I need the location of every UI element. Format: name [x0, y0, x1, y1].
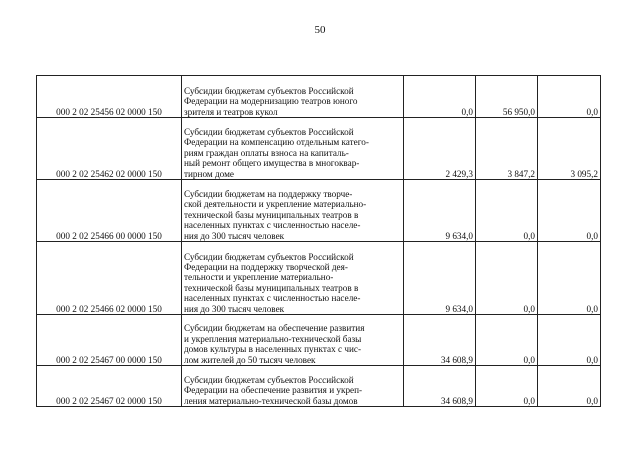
description-line: Федерации на обеспечение развития и укреп- [184, 385, 363, 396]
description-line: лом жителей до 50 тысяч человек [184, 354, 316, 365]
amount-cell-1: 2 429,3 [404, 118, 476, 180]
table-body [37, 76, 601, 407]
table-row [37, 366, 601, 407]
description-line: тирном доме [184, 168, 234, 179]
description-line: ный ремонт общего имущества в многоквар- [184, 158, 360, 169]
description-cell [182, 76, 404, 118]
table-row [37, 118, 601, 180]
amount-cell-2: 0,0 [476, 180, 538, 242]
description-line: населенных пунктах с численностью населе- [184, 293, 361, 304]
budget-code-cell: 000 2 02 25467 02 0000 150 [37, 366, 182, 407]
table-row [37, 315, 601, 366]
description-line: Субсидии бюджетам на обеспечение развития [184, 323, 365, 334]
amount-cell-3: 3 095,2 [538, 118, 601, 180]
budget-revenue-table [36, 75, 601, 407]
amount-cell-2: 0,0 [476, 366, 538, 407]
description-cell [182, 118, 404, 180]
amount-cell-1: 9 634,0 [404, 180, 476, 242]
amount-cell-2: 0,0 [476, 315, 538, 366]
amount-cell-2: 56 950,0 [476, 76, 538, 118]
budget-code-cell: 000 2 02 25466 00 0000 150 [37, 180, 182, 242]
description-line: зрителя и театров кукол [184, 106, 278, 117]
amount-cell-1: 34 608,9 [404, 366, 476, 407]
page-number: 50 [314, 24, 326, 36]
amount-cell-1: 9 634,0 [404, 242, 476, 315]
budget-code-cell: 000 2 02 25462 02 0000 150 [37, 118, 182, 180]
description-line: ния до 300 тысяч человек [184, 230, 285, 241]
description-line: Федерации на компенсацию отдельным катего- [184, 137, 369, 148]
description-line: технической базы муниципальных театров в [184, 282, 359, 293]
description-line: Субсидии бюджетам субъектов Российской [184, 374, 354, 385]
description-line: технической базы муниципальных театров в [184, 209, 359, 220]
description-line: населенных пунктах с численностью населе- [184, 220, 361, 231]
description-line: и укрепления материально-технической базы [184, 333, 362, 344]
description-line: Федерации на модернизацию театров юного [184, 96, 358, 107]
description-line: Федерации на поддержку творческой дея- [184, 261, 348, 272]
description-line: ления материально-технической базы домов [184, 395, 358, 406]
description-line: Субсидии бюджетам субъектов Российской [184, 251, 354, 262]
amount-cell-2: 3 847,2 [476, 118, 538, 180]
description-line: риям граждан оплаты взноса на капиталь- [184, 147, 349, 158]
amount-cell-1: 0,0 [404, 76, 476, 118]
description-line: домов культуры в населенных пунктах с чис- [184, 344, 362, 355]
budget-code-cell: 000 2 02 25466 02 0000 150 [37, 242, 182, 315]
budget-code-cell: 000 2 02 25456 02 0000 150 [37, 76, 182, 118]
description-cell [182, 315, 404, 366]
amount-cell-1: 34 608,9 [404, 315, 476, 366]
description-line: Субсидии бюджетам субъектов Российской [184, 85, 354, 96]
description-cell [182, 180, 404, 242]
description-line: Субсидии бюджетам субъектов Российской [184, 126, 354, 137]
description-cell [182, 242, 404, 315]
amount-cell-3: 0,0 [538, 180, 601, 242]
budget-code-cell: 000 2 02 25467 00 0000 150 [37, 315, 182, 366]
description-line: Субсидии бюджетам на поддержку творче- [184, 188, 353, 199]
table-row [37, 180, 601, 242]
description-line: ния до 300 тысяч человек [184, 303, 285, 314]
amount-cell-2: 0,0 [476, 242, 538, 315]
description-cell [182, 366, 404, 407]
description-line: тельности и укрепление материально- [184, 272, 334, 283]
amount-cell-3: 0,0 [538, 366, 601, 407]
table-row [37, 242, 601, 315]
amount-cell-3: 0,0 [538, 315, 601, 366]
amount-cell-3: 0,0 [538, 76, 601, 118]
description-line: ской деятельности и укрепление материально- [184, 199, 367, 210]
amount-cell-3: 0,0 [538, 242, 601, 315]
table-row [37, 76, 601, 118]
